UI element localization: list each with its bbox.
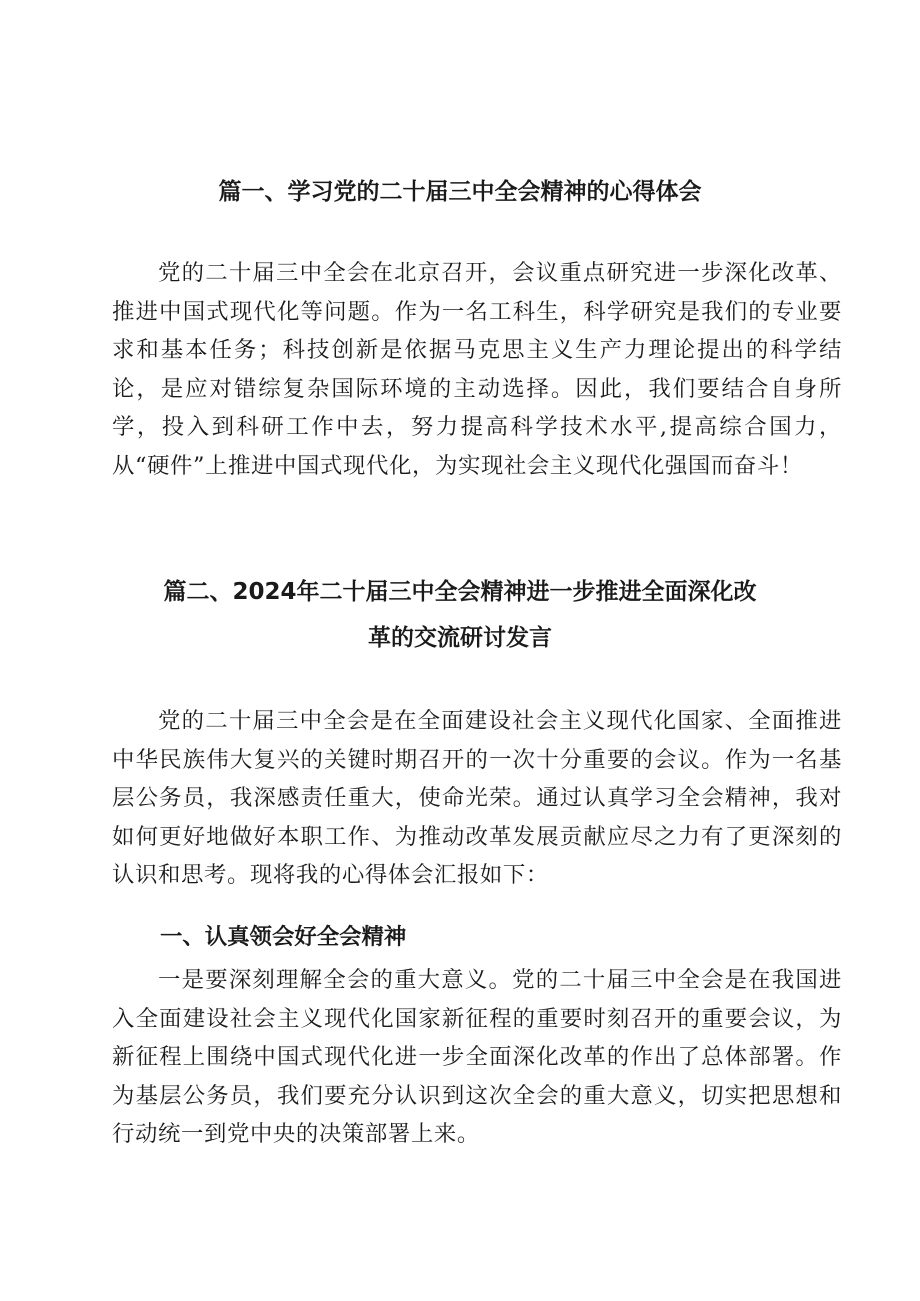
section-2-point-1-paragraph: 一是要深刻理解全会的重大意义。党的二十届三中全会是在我国进入全面建设社会主义现代化国家新征程的重要时刻召开的重要会议，为新征程上围绕中国式现代化进一步全面深化改革的作出了总体部署。作为基层公务员，我们要充分认识到这次全会的重大意义，切实把思想和行动统一到党中央的决策部署上来。 [112,967,842,1147]
section-2-title-line-1: 篇二、2024年二十届三中全会精神进一步推进全面深化改 [163,579,757,605]
section-2-subheading: 一、认真领会好全会精神 [160,924,407,950]
section-2-title-line-2: 革的交流研讨发言 [368,625,552,651]
section-1-paragraph: 党的二十届三中全会在北京召开，会议重点研究进一步深化改革、推进中国式现代化等问题。作为一名工科生，科学研究是我们的专业要求和基本任务；科技创新是依据马克思主义生产力理论提出的科学结论，是应对错综复杂国际环境的主动选择。因此，我们要结合自身所学，投入到科研工作中去，努力提高科学技术水平,提高综合国力，从“硬件”上推进中国式现代化，为实现社会主义现代化强国而奋斗！ [112,260,842,479]
section-2-intro-paragraph: 党的二十届三中全会是在全面建设社会主义现代化国家、全面推进中华民族伟大复兴的关键时期召开的一次十分重要的会议。作为一名基层公务员，我深感责任重大，使命光荣。通过认真学习全会精神，我对如何更好地做好本职工作、为推动改革发展贡献应尽之力有了更深刻的认识和思考。现将我的心得体会汇报如下： [112,708,842,888]
section-1-title: 篇一、学习党的二十届三中全会精神的心得体会 [218,179,702,205]
